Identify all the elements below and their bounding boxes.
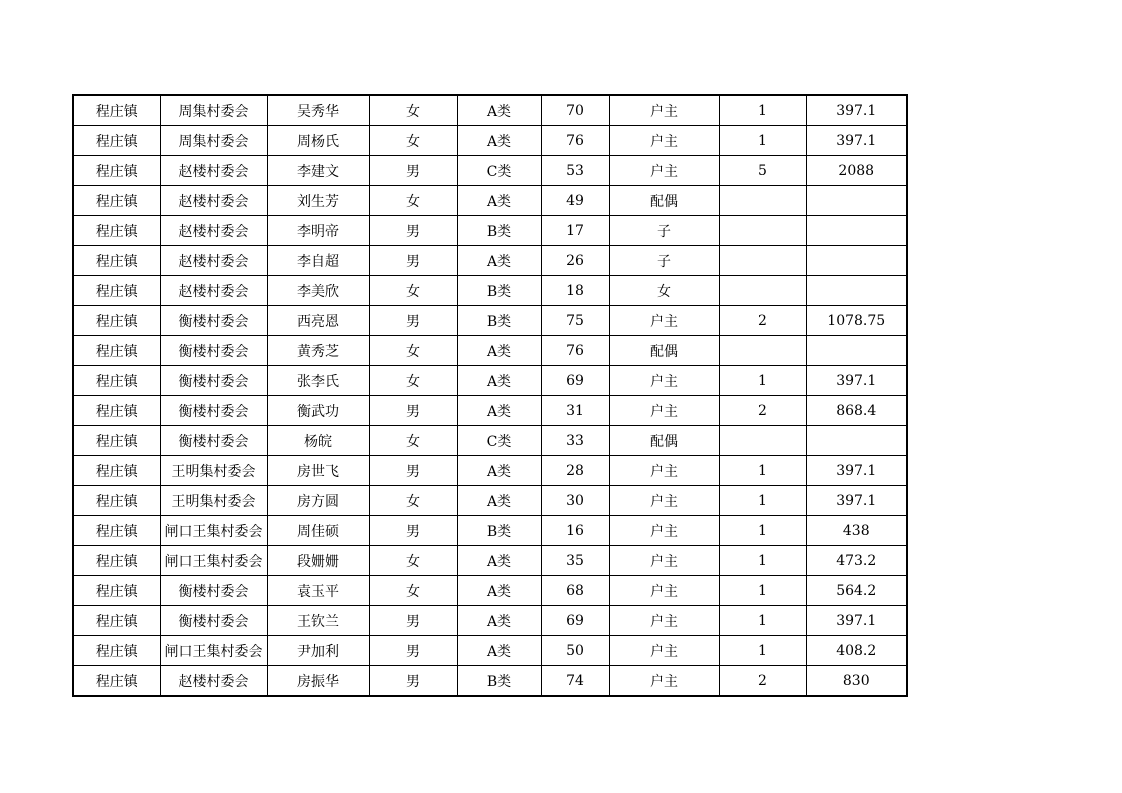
- category-cell: A类: [457, 336, 541, 366]
- name-cell: 张李氏: [267, 366, 369, 396]
- town-cell: 程庄镇: [73, 606, 160, 636]
- town-cell: 程庄镇: [73, 576, 160, 606]
- category-cell: A类: [457, 95, 541, 126]
- table-row: [73, 546, 907, 576]
- village-cell: 衡楼村委会: [160, 606, 267, 636]
- name-cell: 尹加利: [267, 636, 369, 666]
- village-cell: 赵楼村委会: [160, 186, 267, 216]
- village-cell: 赵楼村委会: [160, 156, 267, 186]
- age-cell: 28: [541, 456, 609, 486]
- household-size-cell: [719, 186, 806, 216]
- village-cell: 赵楼村委会: [160, 666, 267, 697]
- village-cell: 周集村委会: [160, 95, 267, 126]
- amount-cell: 408.2: [806, 636, 907, 666]
- name-cell: 杨皖: [267, 426, 369, 456]
- amount-cell: [806, 246, 907, 276]
- age-cell: 30: [541, 486, 609, 516]
- category-cell: B类: [457, 306, 541, 336]
- age-cell: 16: [541, 516, 609, 546]
- name-cell: 王钦兰: [267, 606, 369, 636]
- age-cell: 35: [541, 546, 609, 576]
- age-cell: 76: [541, 336, 609, 366]
- age-cell: 74: [541, 666, 609, 697]
- category-cell: B类: [457, 276, 541, 306]
- village-cell: 闸口王集村委会: [160, 636, 267, 666]
- amount-cell: [806, 216, 907, 246]
- village-cell: 赵楼村委会: [160, 276, 267, 306]
- town-cell: 程庄镇: [73, 666, 160, 697]
- table-row: [73, 576, 907, 606]
- gender-cell: 女: [369, 276, 457, 306]
- table-row: [73, 126, 907, 156]
- gender-cell: 女: [369, 366, 457, 396]
- household-size-cell: [719, 426, 806, 456]
- town-cell: 程庄镇: [73, 426, 160, 456]
- village-cell: 衡楼村委会: [160, 396, 267, 426]
- table-row: [73, 186, 907, 216]
- category-cell: A类: [457, 366, 541, 396]
- household-size-cell: [719, 216, 806, 246]
- gender-cell: 男: [369, 246, 457, 276]
- town-cell: 程庄镇: [73, 186, 160, 216]
- town-cell: 程庄镇: [73, 516, 160, 546]
- relation-cell: 配偶: [609, 336, 719, 366]
- category-cell: A类: [457, 246, 541, 276]
- household-size-cell: 1: [719, 486, 806, 516]
- age-cell: 26: [541, 246, 609, 276]
- amount-cell: 397.1: [806, 486, 907, 516]
- table-row: [73, 456, 907, 486]
- table-row: [73, 276, 907, 306]
- category-cell: A类: [457, 546, 541, 576]
- amount-cell: 830: [806, 666, 907, 697]
- household-size-cell: 1: [719, 516, 806, 546]
- amount-cell: 2088: [806, 156, 907, 186]
- table-row: [73, 516, 907, 546]
- relation-cell: 户主: [609, 156, 719, 186]
- gender-cell: 男: [369, 456, 457, 486]
- town-cell: 程庄镇: [73, 336, 160, 366]
- category-cell: C类: [457, 426, 541, 456]
- category-cell: A类: [457, 606, 541, 636]
- name-cell: 袁玉平: [267, 576, 369, 606]
- amount-cell: 473.2: [806, 546, 907, 576]
- relation-cell: 子: [609, 216, 719, 246]
- name-cell: 李建文: [267, 156, 369, 186]
- town-cell: 程庄镇: [73, 486, 160, 516]
- village-cell: 衡楼村委会: [160, 366, 267, 396]
- gender-cell: 男: [369, 156, 457, 186]
- name-cell: 李美欣: [267, 276, 369, 306]
- amount-cell: 397.1: [806, 366, 907, 396]
- amount-cell: 438: [806, 516, 907, 546]
- relation-cell: 户主: [609, 546, 719, 576]
- table-row: [73, 336, 907, 366]
- village-cell: 衡楼村委会: [160, 306, 267, 336]
- data-table: [72, 94, 908, 697]
- gender-cell: 女: [369, 95, 457, 126]
- gender-cell: 女: [369, 126, 457, 156]
- town-cell: 程庄镇: [73, 95, 160, 126]
- gender-cell: 女: [369, 546, 457, 576]
- name-cell: 李自超: [267, 246, 369, 276]
- age-cell: 75: [541, 306, 609, 336]
- household-size-cell: 1: [719, 456, 806, 486]
- relation-cell: 子: [609, 246, 719, 276]
- relation-cell: 户主: [609, 666, 719, 697]
- category-cell: A类: [457, 396, 541, 426]
- village-cell: 衡楼村委会: [160, 576, 267, 606]
- age-cell: 49: [541, 186, 609, 216]
- amount-cell: [806, 426, 907, 456]
- age-cell: 53: [541, 156, 609, 186]
- amount-cell: 397.1: [806, 606, 907, 636]
- category-cell: B类: [457, 516, 541, 546]
- age-cell: 69: [541, 606, 609, 636]
- village-cell: 闸口王集村委会: [160, 546, 267, 576]
- village-cell: 衡楼村委会: [160, 426, 267, 456]
- household-size-cell: 1: [719, 366, 806, 396]
- relation-cell: 户主: [609, 636, 719, 666]
- gender-cell: 男: [369, 396, 457, 426]
- amount-cell: 868.4: [806, 396, 907, 426]
- name-cell: 吴秀华: [267, 95, 369, 126]
- town-cell: 程庄镇: [73, 456, 160, 486]
- gender-cell: 男: [369, 606, 457, 636]
- name-cell: 黄秀芝: [267, 336, 369, 366]
- relation-cell: 户主: [609, 95, 719, 126]
- table-row: [73, 306, 907, 336]
- relation-cell: 户主: [609, 306, 719, 336]
- relation-cell: 户主: [609, 606, 719, 636]
- household-size-cell: 1: [719, 576, 806, 606]
- town-cell: 程庄镇: [73, 636, 160, 666]
- village-cell: 周集村委会: [160, 126, 267, 156]
- name-cell: 刘生芳: [267, 186, 369, 216]
- table-row: [73, 666, 907, 697]
- gender-cell: 女: [369, 186, 457, 216]
- village-cell: 赵楼村委会: [160, 216, 267, 246]
- relation-cell: 户主: [609, 576, 719, 606]
- category-cell: A类: [457, 126, 541, 156]
- age-cell: 68: [541, 576, 609, 606]
- name-cell: 李明帝: [267, 216, 369, 246]
- category-cell: A类: [457, 186, 541, 216]
- category-cell: A类: [457, 636, 541, 666]
- town-cell: 程庄镇: [73, 156, 160, 186]
- name-cell: 房世飞: [267, 456, 369, 486]
- gender-cell: 男: [369, 216, 457, 246]
- village-cell: 王明集村委会: [160, 486, 267, 516]
- relation-cell: 配偶: [609, 426, 719, 456]
- amount-cell: [806, 186, 907, 216]
- household-size-cell: 2: [719, 666, 806, 697]
- table-row: [73, 95, 907, 126]
- gender-cell: 男: [369, 666, 457, 697]
- gender-cell: 女: [369, 336, 457, 366]
- gender-cell: 女: [369, 576, 457, 606]
- name-cell: 衡武功: [267, 396, 369, 426]
- household-size-cell: [719, 276, 806, 306]
- town-cell: 程庄镇: [73, 276, 160, 306]
- table-body: [73, 95, 907, 696]
- amount-cell: [806, 336, 907, 366]
- name-cell: 房方圆: [267, 486, 369, 516]
- category-cell: A类: [457, 456, 541, 486]
- household-size-cell: [719, 336, 806, 366]
- town-cell: 程庄镇: [73, 216, 160, 246]
- age-cell: 70: [541, 95, 609, 126]
- table-row: [73, 246, 907, 276]
- age-cell: 69: [541, 366, 609, 396]
- relation-cell: 户主: [609, 396, 719, 426]
- household-size-cell: 2: [719, 396, 806, 426]
- age-cell: 76: [541, 126, 609, 156]
- amount-cell: 564.2: [806, 576, 907, 606]
- relation-cell: 户主: [609, 126, 719, 156]
- gender-cell: 男: [369, 516, 457, 546]
- table-row: [73, 156, 907, 186]
- relation-cell: 户主: [609, 456, 719, 486]
- table-row: [73, 606, 907, 636]
- table-row: [73, 216, 907, 246]
- relation-cell: 配偶: [609, 186, 719, 216]
- category-cell: B类: [457, 666, 541, 697]
- relation-cell: 户主: [609, 516, 719, 546]
- town-cell: 程庄镇: [73, 306, 160, 336]
- gender-cell: 男: [369, 636, 457, 666]
- category-cell: C类: [457, 156, 541, 186]
- household-size-cell: 1: [719, 95, 806, 126]
- category-cell: A类: [457, 576, 541, 606]
- table-row: [73, 426, 907, 456]
- age-cell: 33: [541, 426, 609, 456]
- amount-cell: 397.1: [806, 126, 907, 156]
- relation-cell: 户主: [609, 366, 719, 396]
- name-cell: 周杨氏: [267, 126, 369, 156]
- amount-cell: 397.1: [806, 95, 907, 126]
- household-size-cell: 2: [719, 306, 806, 336]
- relation-cell: 户主: [609, 486, 719, 516]
- town-cell: 程庄镇: [73, 396, 160, 426]
- household-size-cell: 5: [719, 156, 806, 186]
- name-cell: 房振华: [267, 666, 369, 697]
- relation-cell: 女: [609, 276, 719, 306]
- amount-cell: 397.1: [806, 456, 907, 486]
- age-cell: 18: [541, 276, 609, 306]
- town-cell: 程庄镇: [73, 366, 160, 396]
- town-cell: 程庄镇: [73, 546, 160, 576]
- gender-cell: 男: [369, 306, 457, 336]
- town-cell: 程庄镇: [73, 126, 160, 156]
- category-cell: A类: [457, 486, 541, 516]
- village-cell: 王明集村委会: [160, 456, 267, 486]
- category-cell: B类: [457, 216, 541, 246]
- town-cell: 程庄镇: [73, 246, 160, 276]
- gender-cell: 女: [369, 486, 457, 516]
- age-cell: 31: [541, 396, 609, 426]
- age-cell: 50: [541, 636, 609, 666]
- table-row: [73, 636, 907, 666]
- name-cell: 段姗姗: [267, 546, 369, 576]
- household-size-cell: [719, 246, 806, 276]
- household-size-cell: 1: [719, 606, 806, 636]
- table-row: [73, 396, 907, 426]
- village-cell: 闸口王集村委会: [160, 516, 267, 546]
- table-row: [73, 366, 907, 396]
- village-cell: 赵楼村委会: [160, 246, 267, 276]
- household-size-cell: 1: [719, 126, 806, 156]
- table-row: [73, 486, 907, 516]
- name-cell: 周佳硕: [267, 516, 369, 546]
- name-cell: 西亮恩: [267, 306, 369, 336]
- household-size-cell: 1: [719, 546, 806, 576]
- amount-cell: 1078.75: [806, 306, 907, 336]
- village-cell: 衡楼村委会: [160, 336, 267, 366]
- amount-cell: [806, 276, 907, 306]
- age-cell: 17: [541, 216, 609, 246]
- household-size-cell: 1: [719, 636, 806, 666]
- gender-cell: 女: [369, 426, 457, 456]
